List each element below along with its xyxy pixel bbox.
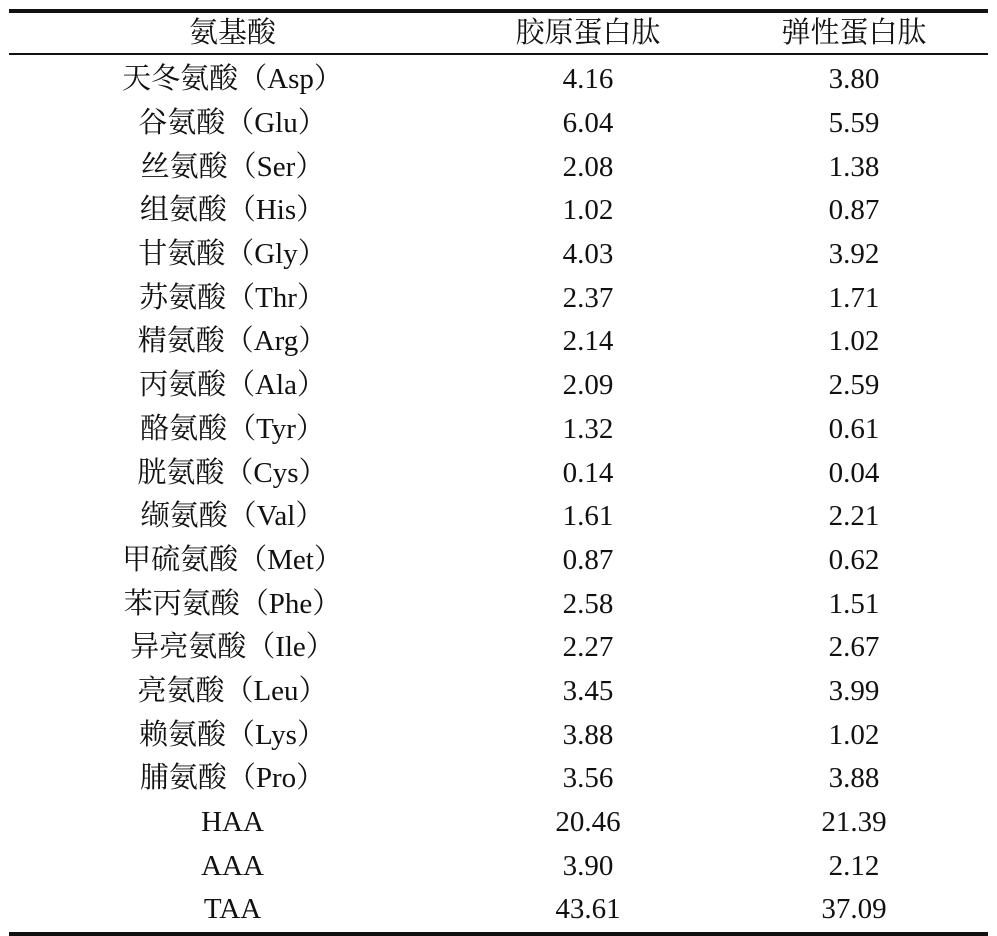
header-collagen-peptide: 胶原蛋白肽 — [515, 16, 661, 49]
collagen-value-cell: 2.58 — [562, 587, 614, 620]
table-row — [9, 451, 988, 495]
elastin-value-cell: 2.21 — [828, 500, 880, 533]
elastin-value-cell: 3.80 — [828, 63, 880, 96]
elastin-value-cell: 0.62 — [828, 543, 880, 576]
amino-acid-table — [9, 9, 988, 936]
table-row — [9, 408, 988, 452]
elastin-value-cell: 37.09 — [821, 893, 887, 926]
table-row — [9, 276, 988, 320]
table-row — [9, 539, 988, 583]
table-row — [9, 582, 988, 626]
elastin-value-cell: 3.92 — [828, 238, 880, 271]
amino-acid-name-cell: 缬氨酸（Val） — [140, 500, 325, 533]
collagen-value-cell: 4.16 — [562, 63, 614, 96]
table-row — [9, 495, 988, 539]
table-header-row — [9, 13, 988, 53]
table-row — [9, 102, 988, 146]
collagen-value-cell: 2.27 — [562, 631, 614, 664]
amino-acid-name-cell: 谷氨酸（Glu） — [138, 107, 327, 140]
collagen-value-cell: 1.32 — [562, 412, 614, 445]
amino-acid-name-cell: TAA — [203, 893, 262, 926]
elastin-value-cell: 1.38 — [828, 150, 880, 183]
elastin-value-cell: 21.39 — [821, 806, 887, 839]
collagen-value-cell: 3.90 — [562, 849, 614, 882]
collagen-value-cell: 43.61 — [555, 893, 621, 926]
table-row — [9, 757, 988, 801]
header-elastin-peptide: 弹性蛋白肽 — [781, 16, 927, 49]
amino-acid-name-cell: 胱氨酸（Cys） — [137, 456, 328, 489]
collagen-value-cell: 0.14 — [562, 456, 614, 489]
elastin-value-cell: 1.71 — [828, 281, 880, 314]
collagen-value-cell: 6.04 — [562, 107, 614, 140]
amino-acid-name-cell: 异亮氨酸（Ile） — [130, 631, 335, 664]
amino-acid-name-cell: 苏氨酸（Thr） — [139, 281, 326, 314]
amino-acid-name-cell: 赖氨酸（Lys） — [139, 718, 326, 751]
header-amino-acid: 氨基酸 — [188, 16, 276, 49]
table-row — [9, 189, 988, 233]
amino-acid-name-cell: 丝氨酸（Ser） — [140, 150, 325, 183]
elastin-value-cell: 2.12 — [828, 849, 880, 882]
amino-acid-name-cell: 天冬氨酸（Asp） — [122, 63, 343, 96]
collagen-value-cell: 2.09 — [562, 369, 614, 402]
collagen-value-cell: 3.56 — [562, 762, 614, 795]
elastin-value-cell: 3.99 — [828, 674, 880, 707]
table-header-rule — [9, 53, 988, 55]
collagen-value-cell: 4.03 — [562, 238, 614, 271]
collagen-value-cell: 2.08 — [562, 150, 614, 183]
collagen-value-cell: 0.87 — [562, 543, 614, 576]
elastin-value-cell: 2.59 — [828, 369, 880, 402]
table-row — [9, 801, 988, 845]
elastin-value-cell: 3.88 — [828, 762, 880, 795]
elastin-value-cell: 0.61 — [828, 412, 880, 445]
elastin-value-cell: 1.02 — [828, 718, 880, 751]
elastin-value-cell: 1.51 — [828, 587, 880, 620]
amino-acid-name-cell: 脯氨酸（Pro） — [139, 762, 326, 795]
amino-acid-name-cell: 亮氨酸（Leu） — [137, 674, 328, 707]
amino-acid-name-cell: 酪氨酸（Tyr） — [140, 412, 325, 445]
amino-acid-name-cell: HAA — [201, 806, 264, 839]
collagen-value-cell: 1.61 — [562, 500, 614, 533]
amino-acid-name-cell: 甘氨酸（Gly） — [138, 238, 327, 271]
amino-acid-name-cell: 精氨酸（Arg） — [137, 325, 328, 358]
collagen-value-cell: 20.46 — [555, 806, 621, 839]
amino-acid-name-cell: 甲硫氨酸（Met） — [122, 543, 343, 576]
amino-acid-name-cell: AAA — [201, 849, 264, 882]
collagen-value-cell: 3.45 — [562, 674, 614, 707]
elastin-value-cell: 2.67 — [828, 631, 880, 664]
elastin-value-cell: 5.59 — [828, 107, 880, 140]
table-row — [9, 58, 988, 102]
table-row — [9, 713, 988, 757]
table-body — [9, 58, 988, 932]
elastin-value-cell: 1.02 — [828, 325, 880, 358]
collagen-value-cell: 1.02 — [562, 194, 614, 227]
table-row — [9, 670, 988, 714]
table-row — [9, 233, 988, 277]
table-row — [9, 844, 988, 888]
elastin-value-cell: 0.04 — [828, 456, 880, 489]
table-row — [9, 888, 988, 932]
table-row — [9, 145, 988, 189]
elastin-value-cell: 0.87 — [828, 194, 880, 227]
table-row — [9, 320, 988, 364]
collagen-value-cell: 2.14 — [562, 325, 614, 358]
table-row — [9, 626, 988, 670]
table-row — [9, 364, 988, 408]
amino-acid-name-cell: 苯丙氨酸（Phe） — [123, 587, 342, 620]
collagen-value-cell: 3.88 — [562, 718, 614, 751]
amino-acid-name-cell: 丙氨酸（Ala） — [139, 369, 326, 402]
amino-acid-name-cell: 组氨酸（His） — [139, 194, 326, 227]
collagen-value-cell: 2.37 — [562, 281, 614, 314]
